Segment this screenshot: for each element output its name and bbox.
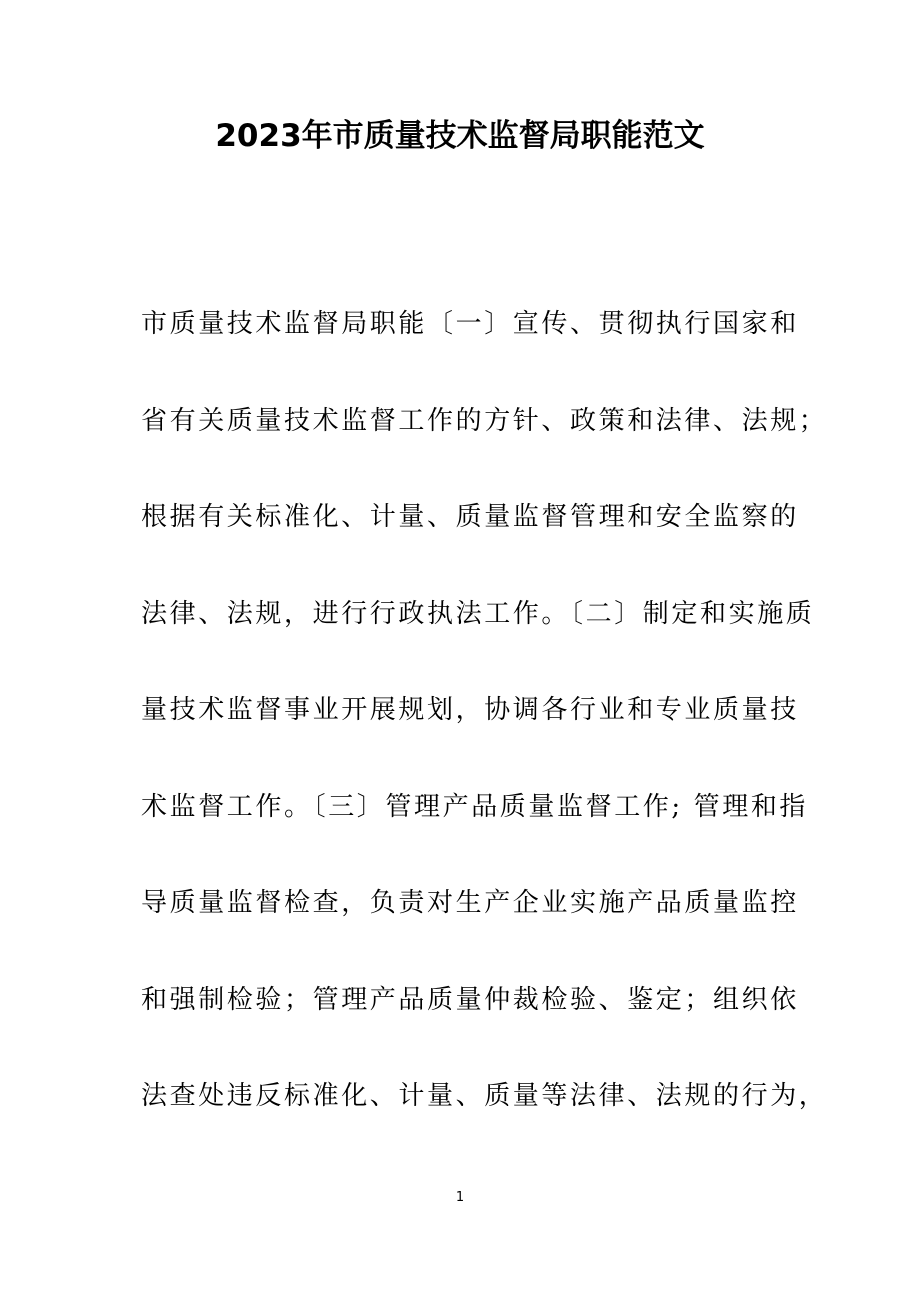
body-paragraph (141, 296, 828, 1165)
paragraph-line-1: 市质量技术监督局职能〔一〕宣传、贯彻执行国家和 (141, 309, 799, 339)
paragraph-line-8: 和强制检验；管理产品质量仲裁检验、鉴定；组织依 (141, 984, 799, 1015)
paragraph-line-9: 法查处违反标准化、计量、质量等法律、法规的行为， (141, 1081, 828, 1111)
paragraph-line-7: 导质量监督检查，负责对生产企业实施产品质量监控 (141, 888, 799, 918)
page-number: 1 (455, 1190, 465, 1205)
paragraph-line-6: 术监督工作。〔三〕管理产品质量监督工作; 管理和指 (141, 791, 809, 822)
paragraph-line-5: 量技术监督事业开展规划，协调各行业和专业质量技 (141, 695, 799, 725)
paragraph-line-3: 根据有关标准化、计量、质量监督管理和安全监察的 (141, 502, 799, 532)
document-title: 2023年市质量技术监督局职能范文 (215, 118, 705, 154)
paragraph-line-4: 法律、法规，进行行政执法工作。〔二〕制定和实施质 (141, 598, 815, 629)
paragraph-line-2: 省有关质量技术监督工作的方针、政策和法律、法规； (141, 405, 828, 436)
